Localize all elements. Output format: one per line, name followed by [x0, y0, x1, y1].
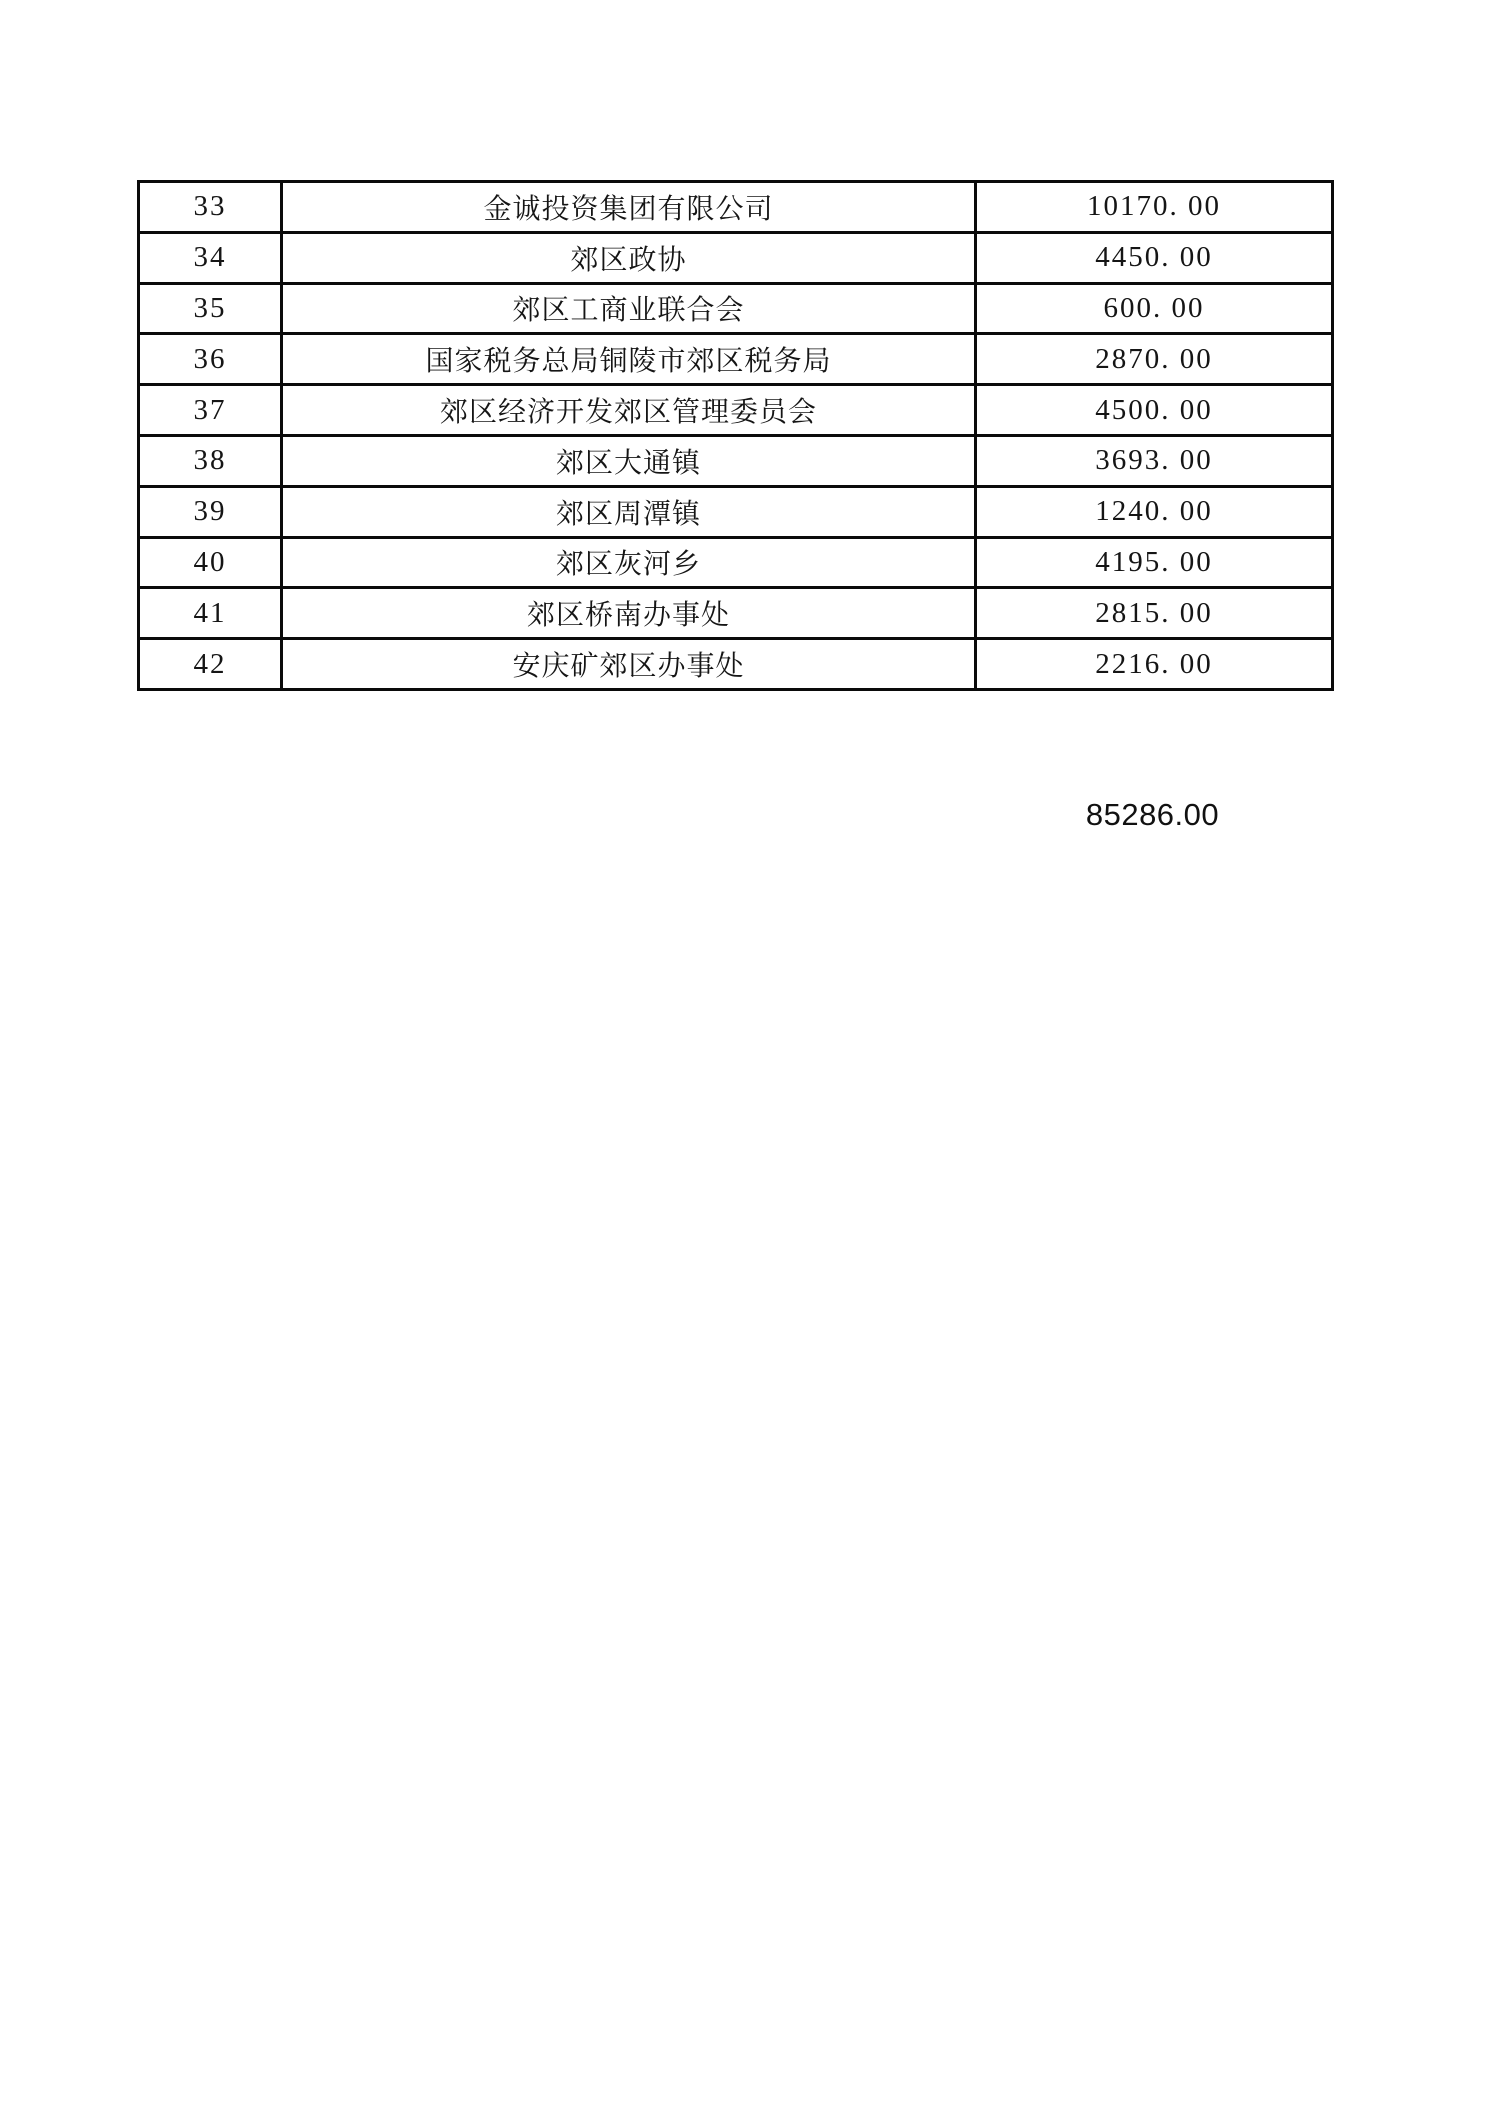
table-row — [139, 283, 1333, 334]
table-row — [139, 537, 1333, 588]
row-index-cell: 42 — [139, 639, 282, 690]
org-name-cell: 郊区灰河乡 — [282, 537, 976, 588]
row-index-cell: 41 — [139, 588, 282, 639]
amount-cell: 2216. 00 — [976, 639, 1333, 690]
table-row — [139, 232, 1333, 283]
org-name-cell: 郊区工商业联合会 — [282, 283, 976, 334]
org-name-cell: 郊区桥南办事处 — [282, 588, 976, 639]
amount-cell: 3693. 00 — [976, 435, 1333, 486]
row-index-cell: 35 — [139, 283, 282, 334]
row-index-cell: 33 — [139, 182, 282, 233]
table-row — [139, 588, 1333, 639]
amount-cell: 4195. 00 — [976, 537, 1333, 588]
row-index-cell: 34 — [139, 232, 282, 283]
amount-cell: 2815. 00 — [976, 588, 1333, 639]
amount-cell: 2870. 00 — [976, 334, 1333, 385]
total-amount: 85286.00 — [1085, 797, 1220, 832]
org-name-cell: 郊区大通镇 — [282, 435, 976, 486]
amount-cell: 600. 00 — [976, 283, 1333, 334]
org-name-cell: 郊区周潭镇 — [282, 486, 976, 537]
row-index-cell: 36 — [139, 334, 282, 385]
row-index-cell: 37 — [139, 385, 282, 436]
org-name-cell: 郊区政协 — [282, 232, 976, 283]
row-index-cell: 38 — [139, 435, 282, 486]
table-row — [139, 385, 1333, 436]
table-row — [139, 182, 1333, 233]
org-name-cell: 安庆矿郊区办事处 — [282, 639, 976, 690]
row-index-cell: 39 — [139, 486, 282, 537]
table-row — [139, 486, 1333, 537]
amount-cell: 10170. 00 — [976, 182, 1333, 233]
row-index-cell: 40 — [139, 537, 282, 588]
table-row — [139, 639, 1333, 690]
amount-cell: 4500. 00 — [976, 385, 1333, 436]
org-name-cell: 国家税务总局铜陵市郊区税务局 — [282, 334, 976, 385]
org-name-cell: 金诚投资集团有限公司 — [282, 182, 976, 233]
org-name-cell: 郊区经济开发郊区管理委员会 — [282, 385, 976, 436]
allocation-table — [137, 180, 1334, 691]
amount-cell: 4450. 00 — [976, 232, 1333, 283]
amount-cell: 1240. 00 — [976, 486, 1333, 537]
table-row — [139, 435, 1333, 486]
table-body — [139, 182, 1333, 690]
table-row — [139, 334, 1333, 385]
